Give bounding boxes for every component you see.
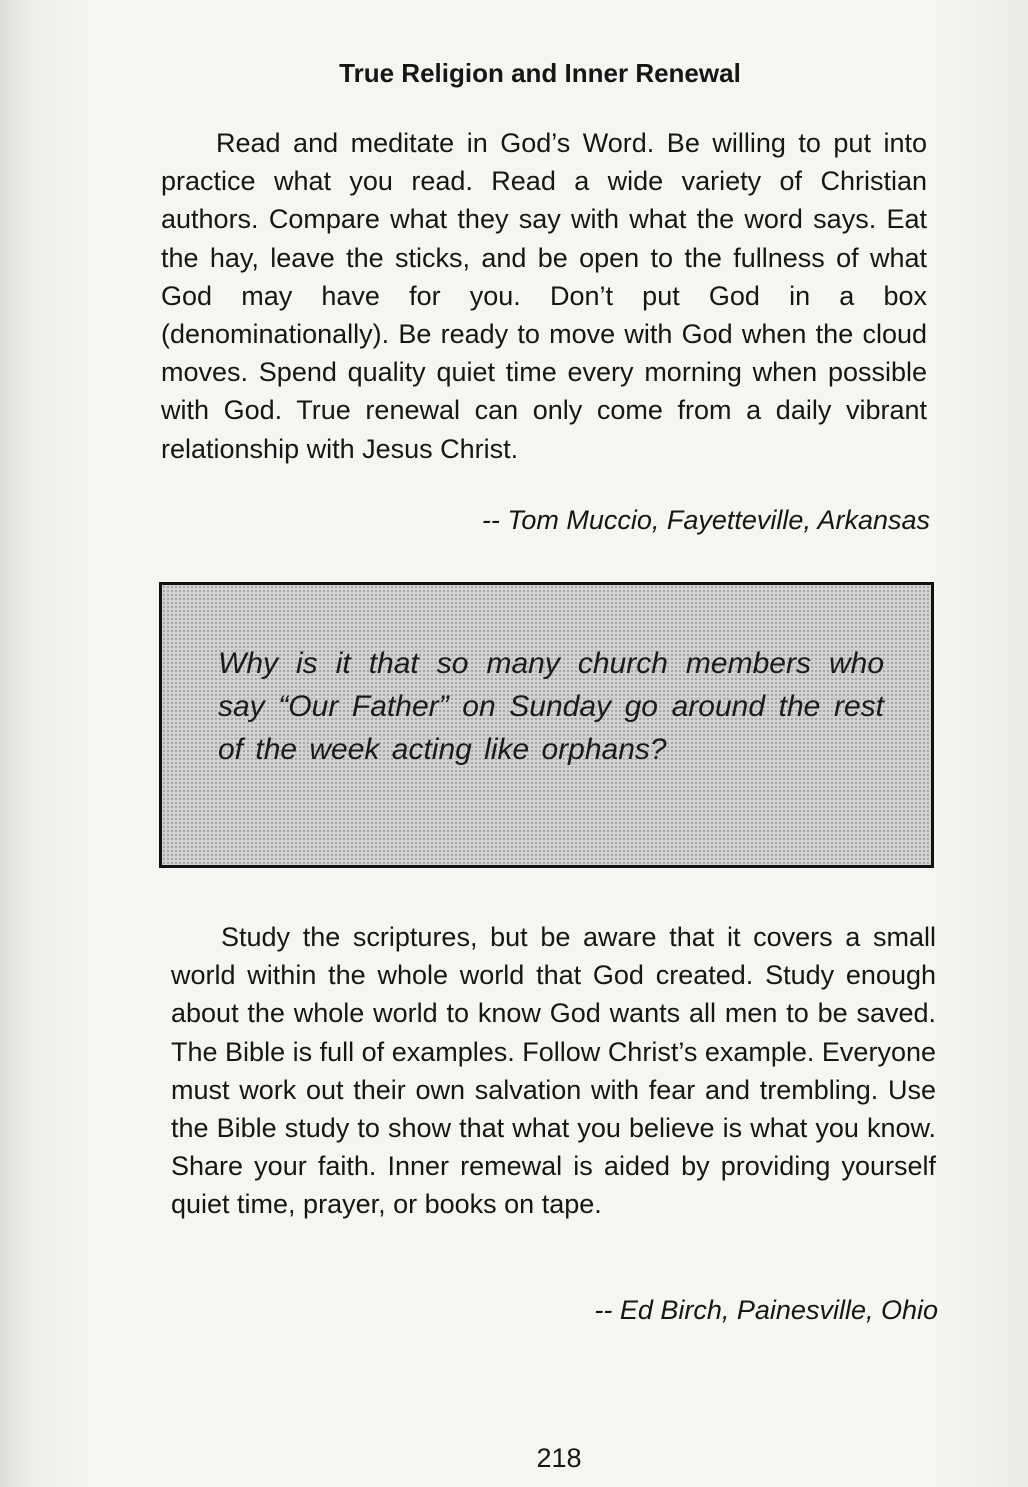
callout-text: Why is it that so many church members who say “Our Father” on Sunday go around the rest of the week acting like orphans? bbox=[218, 647, 884, 766]
callout-box bbox=[159, 582, 934, 868]
entry-1-text: Read and meditate in God’s Word. Be willing to put into practice what you read. Read a wide variety of Christian authors. Compare what they say with what the word says. Eat the hay, leave the sticks, and be open to the fullness of what God may have for you. Don’t put God in a box (denominationally). Be ready to move with God when the cloud moves. Spend quality quiet time every morning when possible with God. True renewal can only come from a daily vibrant relationship with Jesus Christ. bbox=[161, 128, 927, 464]
entry-1-attribution: -- Tom Muccio, Fayetteville, Arkansas bbox=[481, 505, 930, 535]
page-number: 218 bbox=[536, 1443, 582, 1473]
entry-2-attribution: -- Ed Birch, Painesville, Ohio bbox=[594, 1295, 938, 1325]
entry-2-text: Study the scriptures, but be aware that it covers a small world within the whole world that God created. Study enough about the whole world to know God wants all men to be saved. The Bible is full of examples. Follow Christ’s example. Everyone must work out their own salvation with fear and trembling. Use the Bible study to show that what you believe is what you know. Share your faith. Inner remewal is aided by providing yourself quiet time, prayer, or books on tape. bbox=[171, 922, 936, 1220]
page-title: True Religion and Inner Renewal bbox=[339, 58, 741, 88]
